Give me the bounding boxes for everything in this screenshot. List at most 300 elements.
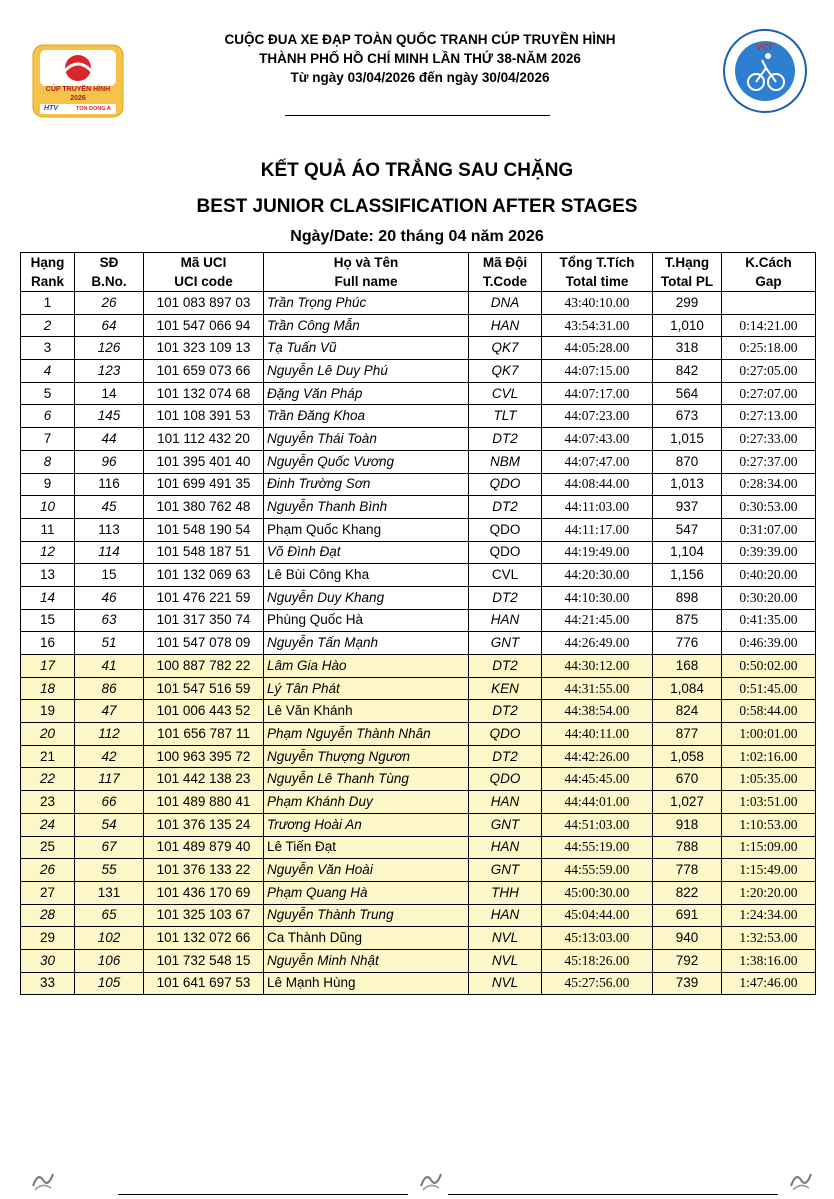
uci-code-cell: 100 887 782 22: [144, 655, 264, 678]
column-header-vn: T.Hạng: [664, 255, 710, 270]
gap-cell: 1:24:34.00: [722, 904, 816, 927]
uci-code-cell: 101 476 221 59: [144, 586, 264, 609]
total-time-cell: 44:20:30.00: [542, 564, 653, 587]
rank-cell: 13: [21, 564, 75, 587]
bib-cell: 47: [75, 700, 144, 723]
total-pl-cell: 877: [653, 723, 722, 746]
bib-cell: 66: [75, 791, 144, 814]
rank-cell: 3: [21, 337, 75, 360]
bib-cell: 67: [75, 836, 144, 859]
table-row: [21, 972, 816, 995]
full-name-cell: Lê Tiến Đạt: [264, 836, 469, 859]
bib-cell: 86: [75, 677, 144, 700]
rank-cell: 24: [21, 813, 75, 836]
uci-code-cell: 101 395 401 40: [144, 450, 264, 473]
total-time-cell: 44:07:43.00: [542, 428, 653, 451]
rank-cell: 14: [21, 586, 75, 609]
bib-cell: 117: [75, 768, 144, 791]
total-time-cell: 44:10:30.00: [542, 586, 653, 609]
table-row: [21, 314, 816, 337]
rank-cell: 26: [21, 859, 75, 882]
footer-divider-left: [118, 1194, 408, 1195]
rank-cell: 27: [21, 881, 75, 904]
table-header-row: [21, 253, 816, 292]
full-name-cell: Nguyễn Văn Hoài: [264, 859, 469, 882]
full-name-cell: Phạm Khánh Duy: [264, 791, 469, 814]
total-time-cell: 44:05:28.00: [542, 337, 653, 360]
team-code-cell: QK7: [469, 360, 542, 383]
vcf-logo-badge: VCF: [756, 42, 774, 52]
gap-cell: 1:15:09.00: [722, 836, 816, 859]
table-row: [21, 927, 816, 950]
uci-code-cell: 101 547 078 09: [144, 632, 264, 655]
column-header-vn: Họ và Tên: [333, 255, 399, 270]
column-header-en: Rank: [30, 274, 64, 289]
rank-cell: 7: [21, 428, 75, 451]
cup-logo-sponsor-ton: TON DONG A: [76, 106, 111, 112]
full-name-cell: Lê Văn Khánh: [264, 700, 469, 723]
full-name-cell: Phạm Quốc Khang: [264, 518, 469, 541]
bib-cell: 26: [75, 292, 144, 315]
table-row: [21, 700, 816, 723]
total-time-cell: 44:51:03.00: [542, 813, 653, 836]
total-pl-cell: 670: [653, 768, 722, 791]
table-row: [21, 360, 816, 383]
uci-code-cell: 101 489 880 41: [144, 791, 264, 814]
uci-code-cell: 101 699 491 35: [144, 473, 264, 496]
full-name-cell: Nguyễn Duy Khang: [264, 586, 469, 609]
team-code-cell: GNT: [469, 632, 542, 655]
gap-cell: 0:25:18.00: [722, 337, 816, 360]
total-time-cell: 44:11:03.00: [542, 496, 653, 519]
full-name-cell: Nguyễn Thái Toàn: [264, 428, 469, 451]
total-time-cell: 44:07:23.00: [542, 405, 653, 428]
uci-code-cell: 101 547 066 94: [144, 314, 264, 337]
bib-cell: 64: [75, 314, 144, 337]
table-row: [21, 450, 816, 473]
table-row: [21, 836, 816, 859]
total-pl-cell: 1,013: [653, 473, 722, 496]
team-code-cell: DT2: [469, 496, 542, 519]
total-pl-cell: 1,058: [653, 745, 722, 768]
cup-logo-year: 2026: [70, 95, 86, 102]
event-title-line2: THÀNH PHỐ HỒ CHÍ MINH LẦN THỨ 38-NĂM 2026: [259, 51, 581, 66]
full-name-cell: Đặng Văn Pháp: [264, 382, 469, 405]
bib-cell: 14: [75, 382, 144, 405]
rank-cell: 17: [21, 655, 75, 678]
bib-cell: 105: [75, 972, 144, 995]
team-code-cell: QDO: [469, 768, 542, 791]
total-time-cell: 44:07:15.00: [542, 360, 653, 383]
uci-code-cell: 101 489 879 40: [144, 836, 264, 859]
rank-cell: 9: [21, 473, 75, 496]
total-time-cell: 43:54:31.00: [542, 314, 653, 337]
table-row: [21, 723, 816, 746]
gap-cell: 0:39:39.00: [722, 541, 816, 564]
table-row: [21, 518, 816, 541]
footer-logo-right: [788, 1168, 814, 1192]
total-pl-cell: 673: [653, 405, 722, 428]
full-name-cell: Phạm Quang Hà: [264, 881, 469, 904]
uci-code-cell: 101 656 787 11: [144, 723, 264, 746]
table-row: [21, 881, 816, 904]
column-header-vn: Hạng: [30, 255, 65, 270]
table-row: [21, 473, 816, 496]
bib-cell: 96: [75, 450, 144, 473]
gap-cell: 1:38:16.00: [722, 949, 816, 972]
total-time-cell: 44:19:49.00: [542, 541, 653, 564]
full-name-cell: Nguyễn Lê Thanh Tùng: [264, 768, 469, 791]
bib-cell: 114: [75, 541, 144, 564]
column-header-en: Total time: [565, 274, 629, 289]
gap-cell: 0:27:05.00: [722, 360, 816, 383]
rank-cell: 5: [21, 382, 75, 405]
rank-cell: 2: [21, 314, 75, 337]
full-name-cell: Tạ Tuấn Vũ: [264, 337, 469, 360]
total-pl-cell: 547: [653, 518, 722, 541]
bib-cell: 65: [75, 904, 144, 927]
gap-cell: 0:51:45.00: [722, 677, 816, 700]
total-pl-cell: 778: [653, 859, 722, 882]
gap-cell: 0:27:37.00: [722, 450, 816, 473]
uci-code-cell: 101 317 350 74: [144, 609, 264, 632]
rank-cell: 23: [21, 791, 75, 814]
rank-cell: 21: [21, 745, 75, 768]
total-time-cell: 45:18:26.00: [542, 949, 653, 972]
gap-cell: 0:28:34.00: [722, 473, 816, 496]
rank-cell: 11: [21, 518, 75, 541]
bib-cell: 46: [75, 586, 144, 609]
table-row: [21, 428, 816, 451]
bib-cell: 42: [75, 745, 144, 768]
uci-code-cell: 101 380 762 48: [144, 496, 264, 519]
team-code-cell: CVL: [469, 382, 542, 405]
column-header-vn: Mã UCI: [180, 255, 227, 270]
team-code-cell: TLT: [469, 405, 542, 428]
rank-cell: 15: [21, 609, 75, 632]
team-code-cell: GNT: [469, 859, 542, 882]
gap-cell: 1:03:51.00: [722, 791, 816, 814]
table-row: [21, 405, 816, 428]
total-pl-cell: 937: [653, 496, 722, 519]
table-row: [21, 632, 816, 655]
total-pl-cell: 918: [653, 813, 722, 836]
uci-code-cell: 101 547 516 59: [144, 677, 264, 700]
team-code-cell: QDO: [469, 723, 542, 746]
total-time-cell: 44:07:47.00: [542, 450, 653, 473]
team-code-cell: QDO: [469, 541, 542, 564]
gap-cell: 1:32:53.00: [722, 927, 816, 950]
gap-cell: 1:05:35.00: [722, 768, 816, 791]
full-name-cell: Lý Tân Phát: [264, 677, 469, 700]
bib-cell: 112: [75, 723, 144, 746]
column-header-en: Gap: [755, 274, 782, 289]
gap-cell: 1:02:16.00: [722, 745, 816, 768]
bib-cell: 116: [75, 473, 144, 496]
total-time-cell: 44:55:19.00: [542, 836, 653, 859]
team-code-cell: QDO: [469, 473, 542, 496]
table-row: [21, 949, 816, 972]
total-time-cell: 45:13:03.00: [542, 927, 653, 950]
team-code-cell: HAN: [469, 836, 542, 859]
bib-cell: 131: [75, 881, 144, 904]
table-row: [21, 292, 816, 315]
full-name-cell: Trương Hoài An: [264, 813, 469, 836]
total-pl-cell: 788: [653, 836, 722, 859]
total-time-cell: 44:55:59.00: [542, 859, 653, 882]
uci-code-cell: 101 112 432 20: [144, 428, 264, 451]
team-code-cell: DT2: [469, 428, 542, 451]
team-code-cell: KEN: [469, 677, 542, 700]
full-name-cell: Ca Thành Dũng: [264, 927, 469, 950]
uci-code-cell: 101 732 548 15: [144, 949, 264, 972]
uci-code-cell: 101 548 187 51: [144, 541, 264, 564]
team-code-cell: DT2: [469, 655, 542, 678]
rank-cell: 22: [21, 768, 75, 791]
cup-logo-sponsor-htv: HTV: [44, 105, 58, 112]
gap-cell: 0:31:07.00: [722, 518, 816, 541]
column-header-en: B.No.: [91, 274, 127, 289]
full-name-cell: Nguyễn Thanh Bình: [264, 496, 469, 519]
full-name-cell: Trần Trọng Phúc: [264, 292, 469, 315]
total-pl-cell: 940: [653, 927, 722, 950]
cup-logo: [32, 44, 124, 118]
uci-code-cell: 101 325 103 67: [144, 904, 264, 927]
total-time-cell: 45:00:30.00: [542, 881, 653, 904]
rank-cell: 10: [21, 496, 75, 519]
gap-cell: 0:30:53.00: [722, 496, 816, 519]
team-code-cell: DT2: [469, 745, 542, 768]
team-code-cell: HAN: [469, 314, 542, 337]
total-pl-cell: 1,015: [653, 428, 722, 451]
gap-cell: 0:27:13.00: [722, 405, 816, 428]
uci-code-cell: 101 376 135 24: [144, 813, 264, 836]
uci-code-cell: 101 641 697 53: [144, 972, 264, 995]
total-pl-cell: 564: [653, 382, 722, 405]
bib-cell: 113: [75, 518, 144, 541]
total-pl-cell: 739: [653, 972, 722, 995]
total-time-cell: 44:40:11.00: [542, 723, 653, 746]
column-header: [542, 253, 653, 292]
uci-code-cell: 101 132 069 63: [144, 564, 264, 587]
full-name-cell: Nguyễn Tấn Mạnh: [264, 632, 469, 655]
team-code-cell: THH: [469, 881, 542, 904]
full-name-cell: Nguyễn Thành Trung: [264, 904, 469, 927]
table-row: [21, 904, 816, 927]
column-header: [722, 253, 816, 292]
table-row: [21, 859, 816, 882]
rank-cell: 20: [21, 723, 75, 746]
bib-cell: 123: [75, 360, 144, 383]
uci-code-cell: 101 659 073 66: [144, 360, 264, 383]
full-name-cell: Lê Bùi Công Kha: [264, 564, 469, 587]
gap-cell: 0:41:35.00: [722, 609, 816, 632]
total-pl-cell: 792: [653, 949, 722, 972]
column-header-vn: Mã Đội: [482, 255, 528, 270]
gap-cell: 1:47:46.00: [722, 972, 816, 995]
total-pl-cell: 822: [653, 881, 722, 904]
gap-cell: 0:27:07.00: [722, 382, 816, 405]
footer-divider-right: [448, 1194, 778, 1195]
uci-code-cell: 101 436 170 69: [144, 881, 264, 904]
column-header-en: Full name: [334, 274, 398, 289]
uci-code-cell: 101 442 138 23: [144, 768, 264, 791]
rank-cell: 29: [21, 927, 75, 950]
total-pl-cell: 299: [653, 292, 722, 315]
table-row: [21, 586, 816, 609]
total-time-cell: 44:26:49.00: [542, 632, 653, 655]
page-title-vn: KẾT QUẢ ÁO TRẮNG SAU CHẶNG: [260, 160, 574, 181]
total-time-cell: 44:11:17.00: [542, 518, 653, 541]
total-time-cell: 45:04:44.00: [542, 904, 653, 927]
total-pl-cell: 1,010: [653, 314, 722, 337]
rank-cell: 12: [21, 541, 75, 564]
column-header-en: UCI code: [174, 274, 233, 289]
column-header-en: T.Code: [482, 274, 528, 289]
footer-logo-left: [30, 1168, 56, 1192]
total-time-cell: 45:27:56.00: [542, 972, 653, 995]
gap-cell: 0:58:44.00: [722, 700, 816, 723]
column-header: [144, 253, 264, 292]
bib-cell: 126: [75, 337, 144, 360]
team-code-cell: GNT: [469, 813, 542, 836]
bib-cell: 54: [75, 813, 144, 836]
uci-code-cell: 101 006 443 52: [144, 700, 264, 723]
bib-cell: 55: [75, 859, 144, 882]
full-name-cell: Trần Đăng Khoa: [264, 405, 469, 428]
uci-code-cell: 101 108 391 53: [144, 405, 264, 428]
column-header: [469, 253, 542, 292]
full-name-cell: Lê Mạnh Hùng: [264, 972, 469, 995]
total-time-cell: 44:38:54.00: [542, 700, 653, 723]
gap-cell: 1:00:01.00: [722, 723, 816, 746]
table-row: [21, 382, 816, 405]
full-name-cell: Lâm Gia Hào: [264, 655, 469, 678]
bib-cell: 102: [75, 927, 144, 950]
team-code-cell: HAN: [469, 609, 542, 632]
total-time-cell: 44:31:55.00: [542, 677, 653, 700]
rank-cell: 6: [21, 405, 75, 428]
gap-cell: 1:20:20.00: [722, 881, 816, 904]
rank-cell: 1: [21, 292, 75, 315]
gap-cell: 1:10:53.00: [722, 813, 816, 836]
rank-cell: 16: [21, 632, 75, 655]
total-pl-cell: 824: [653, 700, 722, 723]
column-header: [653, 253, 722, 292]
uci-code-cell: 101 083 897 03: [144, 292, 264, 315]
gap-cell: 0:27:33.00: [722, 428, 816, 451]
uci-code-cell: 101 323 109 13: [144, 337, 264, 360]
rank-cell: 30: [21, 949, 75, 972]
team-code-cell: NVL: [469, 927, 542, 950]
column-header: [264, 253, 469, 292]
gap-cell: 0:46:39.00: [722, 632, 816, 655]
total-pl-cell: 776: [653, 632, 722, 655]
team-code-cell: NVL: [469, 949, 542, 972]
team-code-cell: CVL: [469, 564, 542, 587]
team-code-cell: QDO: [469, 518, 542, 541]
table-row: [21, 768, 816, 791]
total-pl-cell: 1,104: [653, 541, 722, 564]
uci-code-cell: 101 132 074 68: [144, 382, 264, 405]
total-pl-cell: 691: [653, 904, 722, 927]
rank-cell: 28: [21, 904, 75, 927]
team-code-cell: NBM: [469, 450, 542, 473]
full-name-cell: Phùng Quốc Hà: [264, 609, 469, 632]
rank-cell: 18: [21, 677, 75, 700]
gap-cell: [722, 292, 816, 315]
total-time-cell: 44:44:01.00: [542, 791, 653, 814]
uci-code-cell: 100 963 395 72: [144, 745, 264, 768]
team-code-cell: DNA: [469, 292, 542, 315]
results-date: Ngày/Date: 20 tháng 04 năm 2026: [290, 228, 544, 245]
uci-code-cell: 101 132 072 66: [144, 927, 264, 950]
table-row: [21, 791, 816, 814]
team-code-cell: QK7: [469, 337, 542, 360]
bib-cell: 41: [75, 655, 144, 678]
uci-code-cell: 101 548 190 54: [144, 518, 264, 541]
table-row: [21, 813, 816, 836]
total-time-cell: 44:21:45.00: [542, 609, 653, 632]
gap-cell: 0:50:02.00: [722, 655, 816, 678]
column-header-vn: Tổng T.Tích: [559, 255, 635, 270]
team-code-cell: NVL: [469, 972, 542, 995]
team-code-cell: DT2: [469, 700, 542, 723]
bib-cell: 45: [75, 496, 144, 519]
column-header-en: Total PL: [660, 274, 714, 289]
total-pl-cell: 842: [653, 360, 722, 383]
column-header-vn: SĐ: [99, 255, 119, 270]
total-pl-cell: 168: [653, 655, 722, 678]
bib-cell: 106: [75, 949, 144, 972]
table-body: [21, 292, 816, 995]
gap-cell: 0:40:20.00: [722, 564, 816, 587]
bib-cell: 44: [75, 428, 144, 451]
rank-cell: 4: [21, 360, 75, 383]
results-table: [20, 252, 816, 995]
full-name-cell: Phạm Nguyễn Thành Nhân: [264, 723, 469, 746]
total-pl-cell: 898: [653, 586, 722, 609]
column-header: [75, 253, 144, 292]
table-row: [21, 677, 816, 700]
table-row: [21, 541, 816, 564]
full-name-cell: Trần Công Mẫn: [264, 314, 469, 337]
team-code-cell: HAN: [469, 904, 542, 927]
bib-cell: 51: [75, 632, 144, 655]
full-name-cell: Võ Đình Đạt: [264, 541, 469, 564]
vcf-logo: [722, 28, 808, 114]
team-code-cell: HAN: [469, 791, 542, 814]
column-header: [21, 253, 75, 292]
total-time-cell: 44:08:44.00: [542, 473, 653, 496]
total-pl-cell: 1,027: [653, 791, 722, 814]
table-row: [21, 496, 816, 519]
event-header: [170, 30, 670, 87]
full-name-cell: Đinh Trường Sơn: [264, 473, 469, 496]
table-row: [21, 655, 816, 678]
gap-cell: 0:14:21.00: [722, 314, 816, 337]
full-name-cell: Nguyễn Quốc Vương: [264, 450, 469, 473]
team-code-cell: DT2: [469, 586, 542, 609]
gap-cell: 1:15:49.00: [722, 859, 816, 882]
event-title-line1: CUỘC ĐUA XE ĐẠP TOÀN QUỐC TRANH CÚP TRUYỀN HÌNH: [224, 32, 616, 47]
full-name-cell: Nguyễn Thượng Ngươn: [264, 745, 469, 768]
gap-cell: 0:30:20.00: [722, 586, 816, 609]
header-divider: [285, 115, 550, 116]
page-title-en: BEST JUNIOR CLASSIFICATION AFTER STAGES: [196, 196, 638, 217]
table-row: [21, 745, 816, 768]
total-time-cell: 44:07:17.00: [542, 382, 653, 405]
